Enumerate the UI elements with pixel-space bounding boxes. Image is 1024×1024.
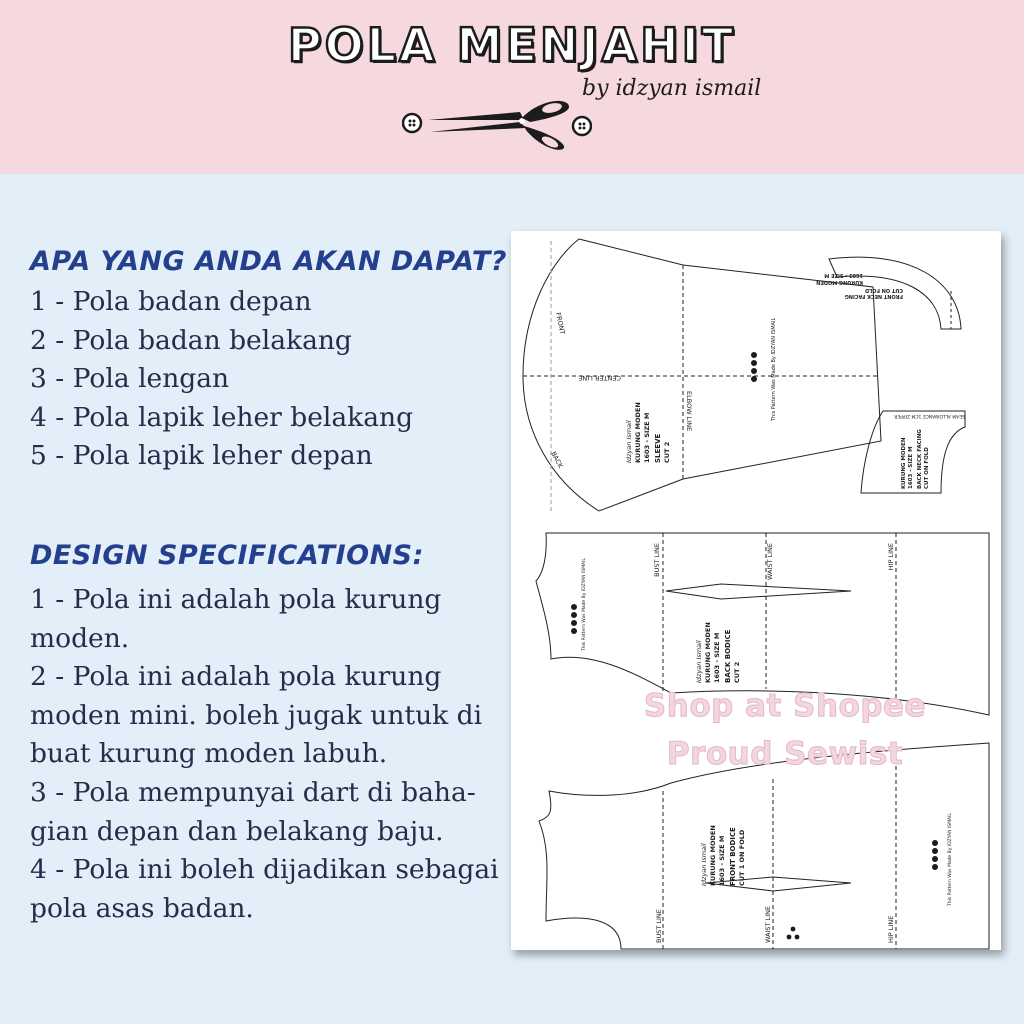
back-waist-line-label: WAIST LINE	[766, 543, 774, 581]
front-neck-facing-label	[816, 272, 903, 299]
list-item: 3 - Pola lengan	[30, 363, 230, 395]
scissors-icon	[402, 88, 592, 158]
back-facing-piece: BACK NECK FACING	[917, 429, 923, 489]
front-facing-piece: FRONT NECK FACING	[844, 293, 903, 299]
dots-marker-icon	[787, 927, 800, 940]
list-line: 3 - Pola mempunyai dart di baha-	[30, 776, 476, 808]
front-facing-model: KURUNG MODEN	[816, 279, 863, 285]
back-facing-seam: SEAM ALLOWANCE 1CM ZIPPER	[894, 413, 965, 418]
design-specs-heading: DESIGN SPECIFICATIONS:	[30, 540, 424, 571]
back-bodice-size: 1603 - SIZE M	[713, 632, 721, 683]
list-line: buat kurung moden labuh.	[30, 738, 388, 770]
pattern-sheet	[511, 231, 1001, 950]
sleeve-social-icons	[751, 352, 757, 382]
sleeve-back-label: BACK	[549, 450, 565, 470]
sleeve-model: KURUNG MODEN	[634, 402, 642, 463]
front-facing-cut: CUT ON FOLD	[864, 287, 903, 293]
back-bodice-copyright: This Pattern Was Made By IDZYAN ISMAIL	[582, 558, 587, 651]
what-you-get-heading: APA YANG ANDA AKAN DAPAT?	[30, 246, 507, 277]
back-bust-line-label: BUST LINE	[653, 543, 661, 577]
back-facing-size: 1603 - SIZE M	[908, 446, 914, 489]
sleeve-cut: CUT 2	[663, 441, 671, 463]
back-facing-model: KURUNG MODEN	[901, 437, 907, 489]
back-bodice-brand: Idzyan Ismail	[695, 640, 703, 683]
front-facing-size: 1603 - SIZE M	[824, 272, 863, 278]
header-banner	[0, 0, 1024, 174]
back-bodice-social-icons	[571, 604, 577, 634]
front-bodice-brand: Idzyan Ismail	[700, 843, 708, 886]
list-item: 2 - Pola badan belakang	[30, 324, 352, 356]
back-facing-cut: CUT ON FOLD	[924, 447, 930, 489]
list-line: moden mini. boleh jugak untuk di	[30, 699, 483, 731]
back-bodice-model: KURUNG MODEN	[704, 622, 712, 683]
what-you-get-list	[30, 283, 413, 476]
list-line: moden.	[30, 622, 130, 654]
front-bodice-model: KURUNG MODEN	[709, 825, 717, 886]
sleeve-label-block	[625, 402, 671, 463]
front-bodice-social-icons	[932, 840, 938, 870]
list-item: 4 - Pola lapik leher belakang	[30, 401, 414, 433]
list-line: 4 - Pola ini boleh dijadikan sebagai	[30, 854, 499, 886]
sleeve-piece: SLEEVE	[654, 433, 662, 463]
back-bodice-cut: CUT 2	[733, 661, 741, 683]
button-right-icon	[573, 117, 591, 135]
list-line: pola asas badan.	[30, 892, 254, 924]
front-bodice-piece: FRONT BODICE	[729, 827, 737, 886]
list-line: 1 - Pola ini adalah pola kurung	[30, 584, 442, 615]
front-bodice-copyright: This Pattern Was Made By IDZYAN ISMAIL	[948, 813, 953, 906]
brand-title: POLA MENJAHIT	[287, 18, 737, 72]
front-bust-line-label: BUST LINE	[655, 909, 663, 943]
front-waist-line-label: WAIST LINE	[764, 905, 772, 943]
front-hip-line-label: HIP LINE	[887, 915, 895, 943]
sleeve-front-label: FRONT	[554, 311, 567, 336]
brand-byline: by idzyan ismail	[582, 76, 762, 101]
list-item: 5 - Pola lapik leher depan	[30, 440, 373, 472]
sleeve-copyright: This Pattern Was Made By IDZYAN ISMAIL	[771, 317, 777, 421]
back-neck-facing-label	[901, 429, 930, 489]
watermark-line-2: Proud Sewist	[666, 736, 904, 772]
list-item: 1 - Pola badan depan	[30, 286, 312, 317]
design-specs-list	[30, 581, 499, 928]
button-left-icon	[403, 114, 421, 132]
front-bodice-size: 1603 - SIZE M	[718, 835, 726, 886]
front-bodice-label-block	[700, 825, 746, 886]
front-bodice-cut: CUT 1 ON FOLD	[738, 829, 746, 886]
list-line: 2 - Pola ini adalah pola kurung	[30, 661, 442, 693]
sleeve-center-line-label: CENTER LINE	[578, 374, 621, 382]
watermark-line-1: Shop at Shopee	[643, 688, 927, 724]
list-line: gian depan dan belakang baju.	[30, 815, 444, 847]
back-bodice-label-block	[695, 622, 741, 683]
back-hip-line-label: HIP LINE	[887, 543, 895, 571]
sleeve-size: 1603 - SIZE M	[643, 412, 651, 463]
pattern-sheet-drawing	[511, 231, 1001, 950]
back-bodice-piece: BACK BODICE	[724, 629, 732, 683]
sleeve-brand: Idzyan Ismail	[625, 420, 633, 463]
sleeve-elbow-line-label: ELBOW LINE	[685, 391, 693, 432]
